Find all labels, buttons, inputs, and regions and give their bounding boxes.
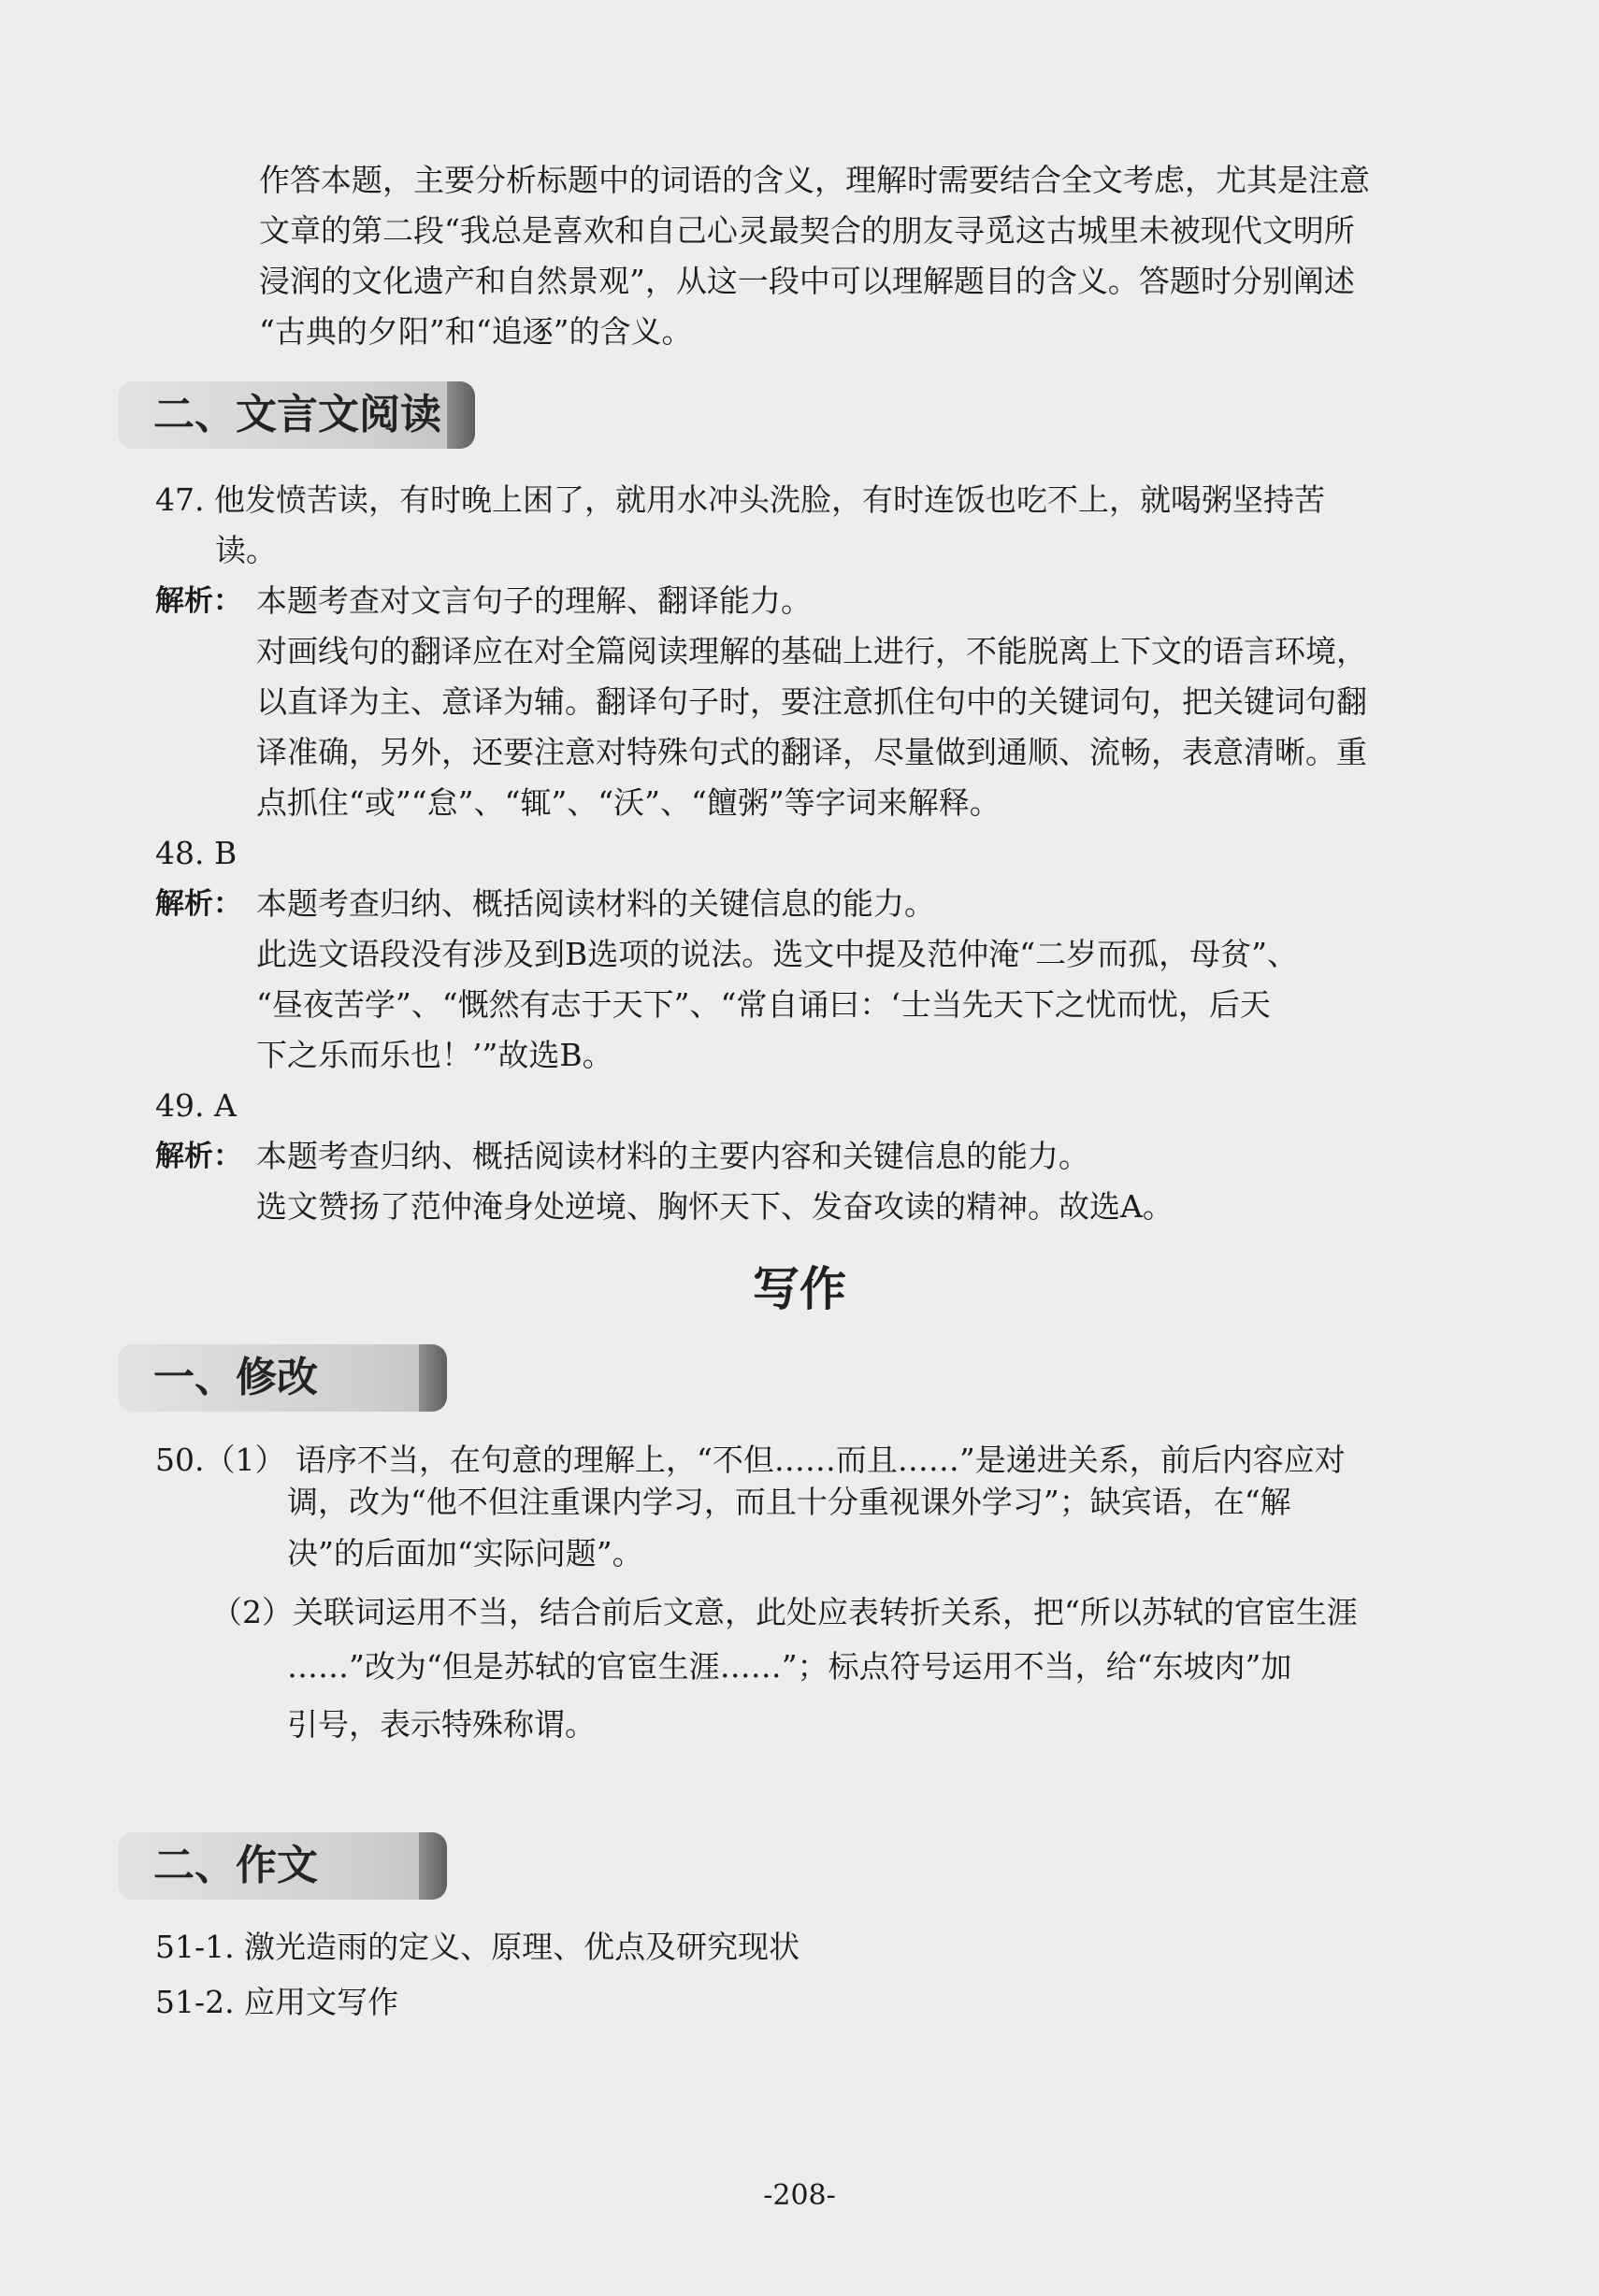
- heading-tab-decoration: [447, 381, 475, 449]
- section-heading-label: 二、文言文阅读: [153, 391, 441, 438]
- q47-analysis-text: 点抓住“或”“怠”、“辄”、“沃”、“饘粥”等字词来解释。: [256, 784, 1001, 821]
- q48-analysis-text: 本题考查归纳、概括阅读材料的关键信息的能力。: [256, 885, 935, 922]
- intro-line: 文章的第二段“我总是喜欢和自己心灵最契合的朋友寻觅这古城里未被现代文明所: [259, 212, 1355, 249]
- q47-analysis-text: 译准确，另外，还要注意对特殊句式的翻译，尽量做到通顺、流畅，表意清晰。重: [256, 734, 1367, 770]
- q48-analysis-label: 解析：: [155, 887, 242, 921]
- q50-part1-line: 决”的后面加“实际问题”。: [287, 1535, 643, 1571]
- heading-tab-decoration: [419, 1832, 447, 1900]
- q48-analysis-text: 此选文语段没有涉及到B选项的说法。选文中提及范仲淹“二岁而孤，母贫”、: [256, 936, 1298, 972]
- section-heading-classical-chinese: [118, 381, 475, 449]
- q47-answer-line: 47. 他发愤苦读，有时晚上困了，就用水冲头洗脸，有时连饭也吃不上，就喝粥坚持苦: [155, 481, 1325, 518]
- q48-answer: 48. B: [155, 835, 238, 871]
- intro-line: 浸润的文化遗产和自然景观”，从这一段中可以理解题目的含义。答题时分别阐述: [259, 263, 1355, 299]
- writing-title: 写作: [753, 1262, 846, 1316]
- q49-answer: 49. A: [155, 1087, 237, 1124]
- q48-analysis-text: 下之乐而乐也！’”故选B。: [256, 1037, 613, 1073]
- q50-part2-line: 引号，表示特殊称谓。: [287, 1706, 596, 1743]
- q51-item: 51-2. 应用文写作: [155, 1984, 399, 2020]
- q50-part1-line: 调，改为“他不但注重课内学习，而且十分重视课外学习”；缺宾语，在“解: [287, 1484, 1291, 1520]
- section-heading-composition: [118, 1832, 447, 1900]
- q47-answer-line: 读。: [215, 532, 277, 568]
- intro-line: “古典的夕阳”和“追逐”的含义。: [259, 313, 693, 350]
- section-heading-label: 二、作文: [153, 1842, 318, 1889]
- q49-analysis-text: 选文赞扬了范仲淹身处逆境、胸怀天下、发奋攻读的精神。故选A。: [256, 1188, 1174, 1225]
- q47-analysis-text: 以直译为主、意译为辅。翻译句子时，要注意抓住句中的关键词句，把关键词句翻: [256, 683, 1367, 720]
- section-heading-revision: [118, 1344, 447, 1412]
- q47-analysis-text: 本题考查对文言句子的理解、翻译能力。: [256, 582, 812, 619]
- page-number: -208-: [763, 2179, 836, 2212]
- heading-tab-decoration: [419, 1344, 447, 1412]
- q50-part2-line: （2）关联词运用不当，结合前后文意，此处应表转折关系，把“所以苏轼的官宦生涯: [211, 1594, 1358, 1630]
- q47-analysis-label: 解析：: [155, 584, 242, 618]
- q49-analysis-text: 本题考查归纳、概括阅读材料的主要内容和关键信息的能力。: [256, 1138, 1089, 1174]
- q51-item: 51-1. 激光造雨的定义、原理、优点及研究现状: [155, 1929, 800, 1965]
- q49-analysis-label: 解析：: [155, 1140, 242, 1173]
- intro-line: 作答本题，主要分析标题中的词语的含义，理解时需要结合全文考虑，尤其是注意: [259, 162, 1370, 198]
- section-heading-label: 一、修改: [153, 1354, 318, 1401]
- q50-part1-line: 50.（1） 语序不当，在句意的理解上，“不但……而且……”是递进关系，前后内容应对: [155, 1442, 1346, 1478]
- q47-analysis-text: 对画线句的翻译应在对全篇阅读理解的基础上进行，不能脱离上下文的语言环境，: [256, 633, 1367, 669]
- q48-analysis-text: “昼夜苦学”、“慨然有志于天下”、“常自诵曰：‘士当先天下之忧而忧，后天: [256, 986, 1271, 1023]
- q50-part2-line: ……”改为“但是苏轼的官宦生涯……”；标点符号运用不当，给“东坡肉”加: [287, 1648, 1292, 1685]
